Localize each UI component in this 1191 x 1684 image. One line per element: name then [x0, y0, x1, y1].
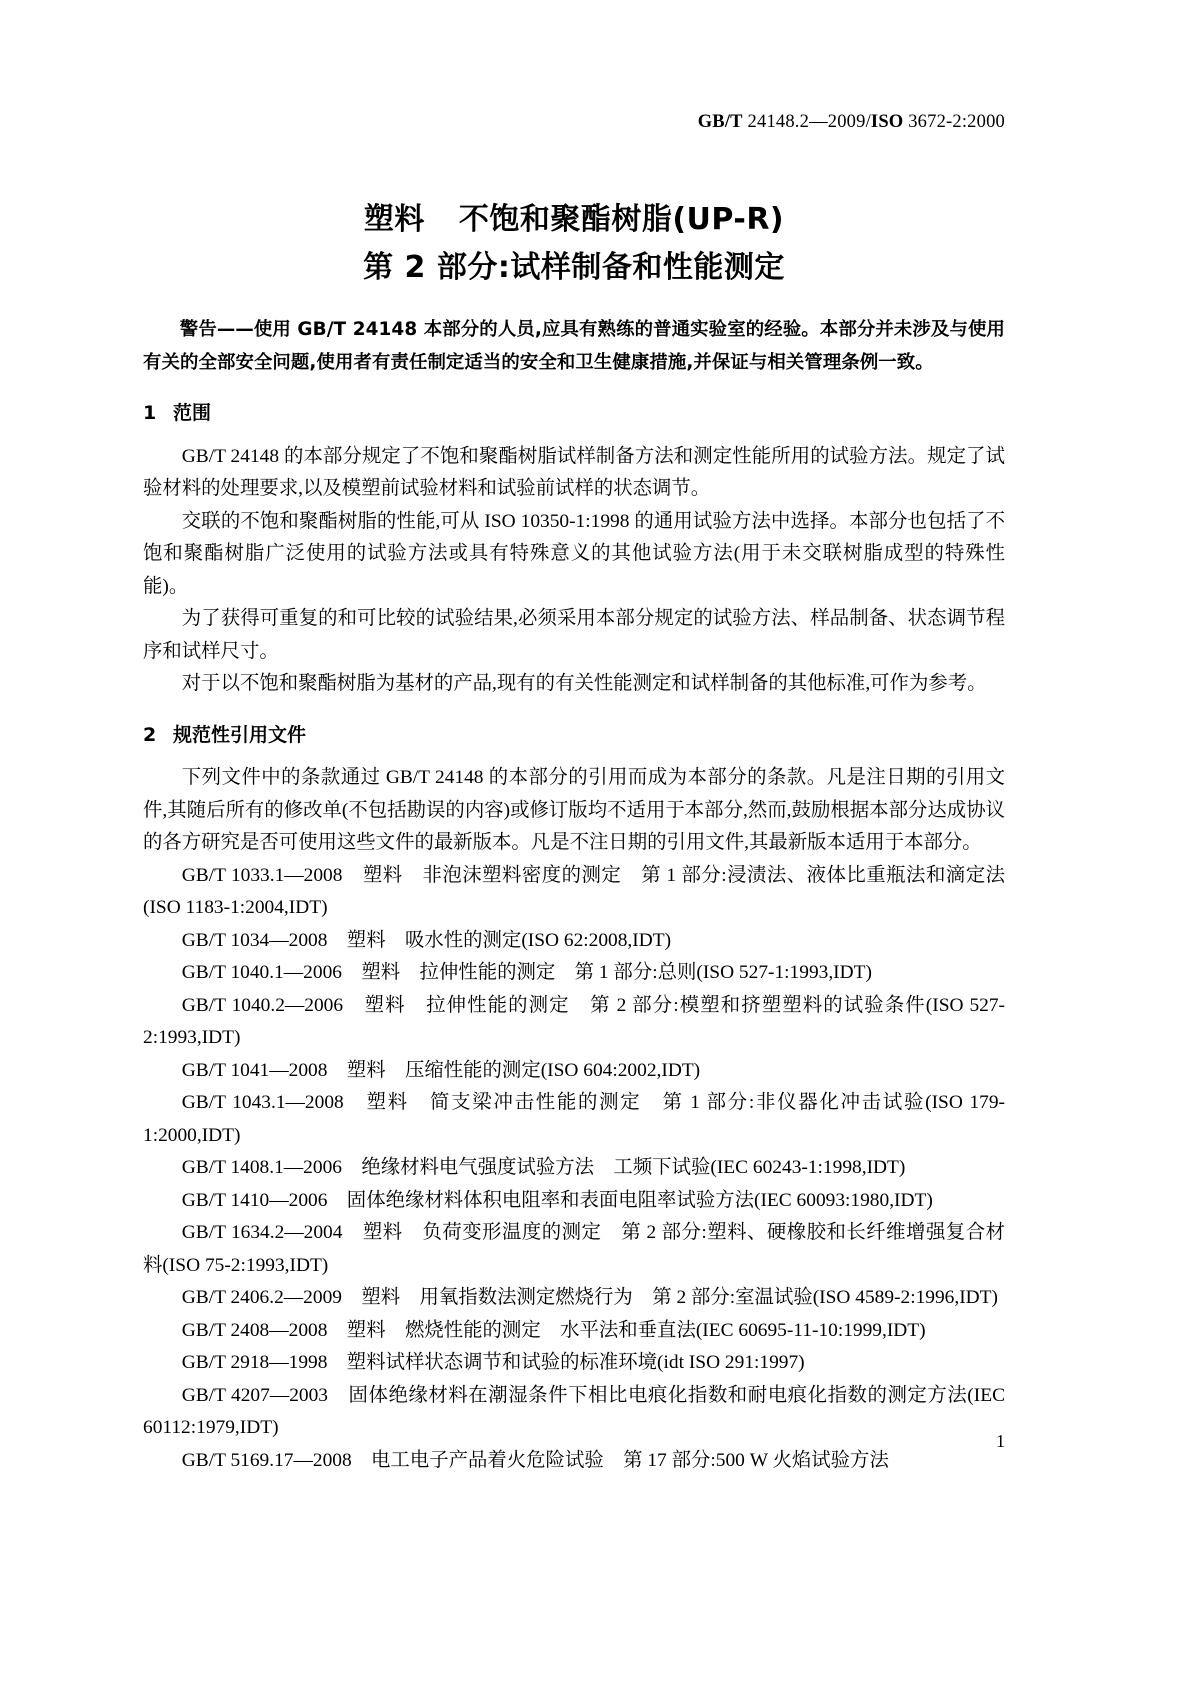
reference-item: GB/T 1034—2008 塑料 吸水性的测定(ISO 62:2008,IDT) [181, 929, 672, 951]
reference-item: GB/T 4207—2003 固体绝缘材料在潮湿条件下相比电痕化指数和耐电痕化指数的测定方法(IEC 60112:1979,IDT) [143, 1384, 1005, 1438]
title-material: 塑料 [363, 202, 425, 237]
reference-item: GB/T 2406.2—2009 塑料 用氧指数法测定燃烧行为 第 2 部分:室温试验(ISO 4589-2:1996,IDT) [181, 1287, 998, 1308]
header-iso-number: 3672-2:2000 [908, 112, 1005, 132]
section-1-title: 范围 [173, 402, 212, 424]
warning-paragraph: 警告——使用 GB/T 24148 本部分的人员,应具有熟练的普通实验室的经验。本部分并未涉及与使用有关的全部安全问题,使用者有责任制定适当的安全和卫生健康措施,并保证与相关管理条例一致。 [143, 319, 1005, 373]
section-1-paragraph-1: GB/T 24148 的本部分规定了不饱和聚酯树脂试样制备方法和测定性能所用的试验方法。规定了试验材料的处理要求,以及模塑前试验材料和试验前试样的状态调节。 [143, 445, 1005, 499]
document-header [698, 112, 1005, 133]
title-line-1 [143, 196, 1005, 244]
section-1-paragraph-2: 交联的不饱和聚酯树脂的性能,可从 ISO 10350-1:1998 的通用试验方法中选择。本部分也包括了不饱和聚酯树脂广泛使用的试验方法或具有特殊意义的其他试验方法(用于未交联树脂成型的特殊性能)。 [143, 510, 1005, 597]
reference-item: GB/T 1040.1—2006 塑料 拉伸性能的测定 第 1 部分:总则(ISO 527-1:1993,IDT) [181, 962, 872, 983]
body-flow [143, 314, 1005, 1477]
section-1-paragraph-3: 为了获得可重复的和可比较的试验结果,必须采用本部分规定的试验方法、样品制备、状态调节程序和试样尺寸。 [143, 608, 1005, 662]
header-standard-number: 24148.2—2009/ [747, 112, 871, 132]
page-number: 1 [996, 1431, 1005, 1451]
header-iso-label: ISO [870, 112, 904, 132]
reference-item: GB/T 2408—2008 塑料 燃烧性能的测定 水平法和垂直法(IEC 60695-11-10:1999,IDT) [181, 1319, 926, 1341]
section-2-paragraph-1: 下列文件中的条款通过 GB/T 24148 的本部分的引用而成为本部分的条款。凡是注日期的引用文件,其随后所有的修改单(不包括勘误的内容)或修订版均不适用于本部分,然而,鼓励根据本部分达成协议的各方研究是否可使用这些文件的最新版本。凡是不注日期的引用文件,其最新版本适用于本部分。 [143, 767, 1005, 853]
reference-item: GB/T 1033.1—2008 塑料 非泡沫塑料密度的测定 第 1 部分:浸渍法、液体比重瓶法和滴定法(ISO 1183-1:2004,IDT) [143, 864, 1005, 918]
reference-item: GB/T 1634.2—2004 塑料 负荷变形温度的测定 第 2 部分:塑料、硬橡胶和长纤维增强复合材料(ISO 75-2:1993,IDT) [143, 1222, 1005, 1276]
reference-item: GB/T 5169.17—2008 电工电子产品着火危险试验 第 17 部分:500 W 火焰试验方法 [181, 1449, 889, 1471]
header-gbt-label: GB/T [697, 112, 743, 132]
page-content [143, 0, 1005, 1684]
reference-item: GB/T 2918—1998 塑料试样状态调节和试验的标准环境(idt ISO 291:1997) [181, 1352, 805, 1373]
reference-item: GB/T 1043.1—2008 塑料 简支梁冲击性能的测定 第 1 部分:非仪器化冲击试验(ISO 179-1:2000,IDT) [143, 1092, 1005, 1146]
reference-item: GB/T 1040.2—2006 塑料 拉伸性能的测定 第 2 部分:模塑和挤塑塑料的试验条件(ISO 527-2:1993,IDT) [143, 994, 1005, 1048]
document-title [143, 196, 1005, 292]
section-2-title: 规范性引用文件 [173, 723, 307, 746]
section-1-number: 1 [143, 402, 157, 424]
section-heading-2 [143, 719, 1005, 752]
reference-item: GB/T 1041—2008 塑料 压缩性能的测定(ISO 604:2002,IDT) [181, 1059, 701, 1081]
title-line-2: 第 2 部分:试样制备和性能测定 [363, 250, 785, 285]
reference-item: GB/T 1408.1—2006 绝缘材料电气强度试验方法 工频下试验(IEC 60243-1:1998,IDT) [181, 1157, 906, 1178]
title-subject: 不饱和聚酯树脂(UP-R) [458, 202, 785, 237]
section-heading-1 [143, 397, 1005, 430]
section-2-number: 2 [143, 723, 157, 746]
reference-item: GB/T 1410—2006 固体绝缘材料体积电阻率和表面电阻率试验方法(IEC 60093:1980,IDT) [181, 1189, 933, 1211]
section-1-paragraph-4: 对于以不饱和聚酯树脂为基材的产品,现有的有关性能测定和试样制备的其他标准,可作为参考。 [181, 673, 987, 694]
normative-references-list [143, 860, 1005, 1478]
